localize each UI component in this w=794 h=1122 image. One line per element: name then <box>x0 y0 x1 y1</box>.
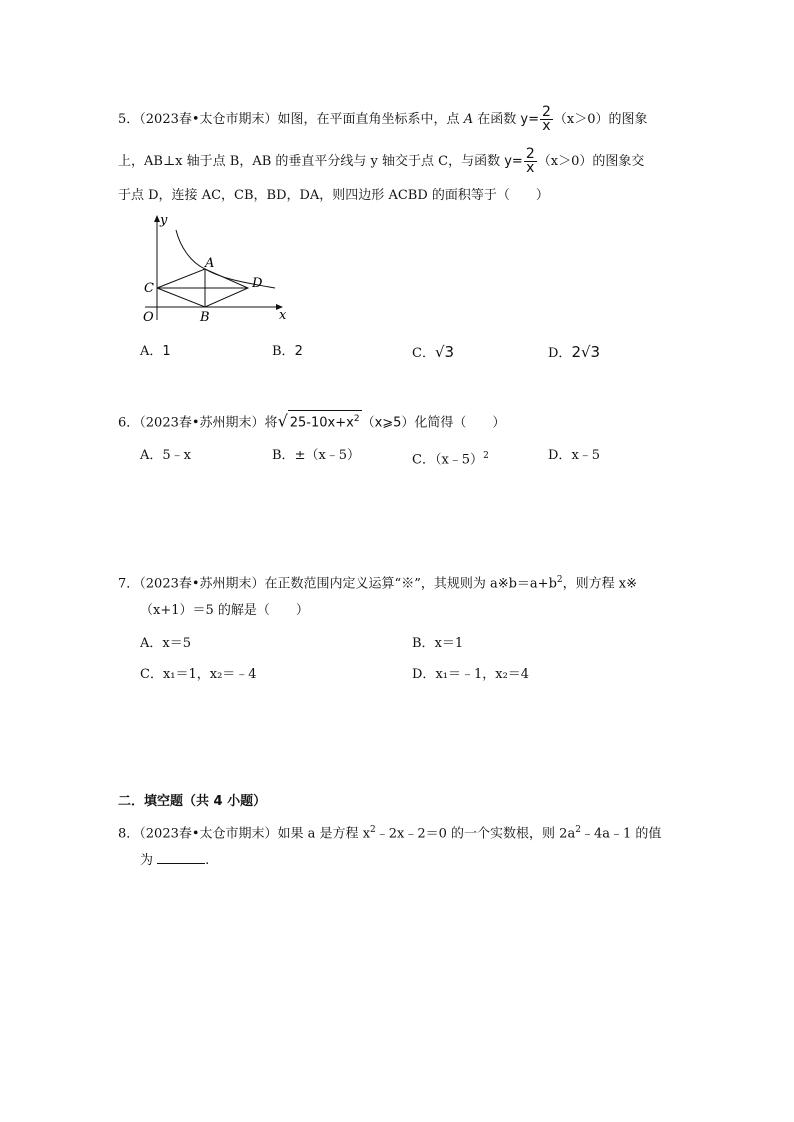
q8-text: ﹣2x﹣2＝0 的一个实数根，则 2a <box>375 826 576 842</box>
q7-option-c[interactable]: C．x₁＝1，x₂＝﹣4 <box>140 667 257 682</box>
q6-source: （2023春•苏州期末） <box>139 415 265 431</box>
q6-option-b[interactable]: B．±（x﹣5） <box>272 448 361 463</box>
q5-function-y: y= <box>504 154 523 169</box>
q5-condition: （x＞0） <box>537 154 593 169</box>
q5-point-a: A <box>463 112 474 127</box>
q5-text: 如图，在平面直角坐标系中，点 <box>277 112 460 127</box>
q7-line2: （x+1）＝5 的解是（ ） <box>140 603 309 618</box>
q8-number: 8． <box>118 826 140 842</box>
q5-source: （2023春•太仓市期末） <box>139 112 278 127</box>
q7-text: 在正数范围内定义运算“※”，其规则为 a※b＝a+b <box>264 576 557 592</box>
label-x: x <box>279 308 287 323</box>
q5-figure <box>140 212 300 327</box>
q5-text: 的图象交 <box>592 154 645 169</box>
label-b: B <box>200 310 210 325</box>
label-a: A <box>205 256 215 271</box>
radical-icon: √ <box>277 411 288 431</box>
section-title: 二．填空题（共 4 小题） <box>118 794 267 809</box>
q5-line2 <box>118 148 644 175</box>
q6-text: 化简得（ ） <box>414 415 506 431</box>
q5-condition: （x＞0） <box>553 112 609 127</box>
label-c: C <box>144 281 154 296</box>
q6-condition: （x⩾5） <box>361 415 415 431</box>
q5-option-d[interactable]: D．2√3 <box>548 343 601 361</box>
q5-line3: 于点 D，连接 AC，CB，BD，DA，则四边形 ACBD 的面积等于（ ） <box>118 188 549 203</box>
q5-text: 的图象 <box>608 112 648 127</box>
q5-fraction: $\frac{2}{x}$ <box>541 104 551 134</box>
label-o: O <box>143 310 154 325</box>
q6-option-a[interactable]: A．5﹣x <box>140 448 191 463</box>
q6-option-d[interactable]: D．x﹣5 <box>548 448 601 463</box>
q6-number: 6． <box>118 415 140 431</box>
q5-option-b[interactable]: B．2 <box>272 344 303 359</box>
q8-source: （2023春•太仓市期末） <box>139 826 278 842</box>
q5-option-a[interactable]: A．1 <box>140 344 171 359</box>
q8-answer-blank[interactable] <box>157 851 205 864</box>
label-d: D <box>252 276 263 291</box>
q5-text: 上，AB⊥x 轴于点 B，AB 的垂直平分线与 y 轴交于点 C，与函数 <box>118 154 501 169</box>
q7-option-d[interactable]: D．x₁＝﹣1，x₂＝4 <box>412 667 530 682</box>
q8-line1: 8．（2023春•太仓市期末）如果 a 是方程 $x^2﹣2x﹣2=0$ 的一个实数根，则 $2a^2﹣4a﹣1$ 的值 <box>118 825 662 842</box>
q7-line1: 7．（2023春•苏州期末）在正数范围内定义运算“※”，其规则为 $a※b=a+b^2$，则方程 x※ <box>118 575 637 592</box>
q7-option-b[interactable]: B．x＝1 <box>412 636 464 651</box>
q6-radicand: $25-10x+x^2$ <box>288 410 362 431</box>
q5-function-y: y= <box>520 112 539 127</box>
q5-fraction: $\frac{2}{x}$ <box>525 146 535 176</box>
q5-line1 <box>118 106 648 133</box>
q8-line2: 为 . <box>140 853 210 868</box>
q7-option-a[interactable]: A．x＝5 <box>140 636 191 651</box>
q6-line1 <box>118 410 505 433</box>
q5-number: 5． <box>118 112 140 127</box>
q5-text: 在函数 <box>477 112 517 127</box>
q7-number: 7． <box>118 576 140 592</box>
q5-option-c[interactable]: C．√3 <box>412 343 455 361</box>
q7-source: （2023春•苏州期末） <box>139 576 265 592</box>
q7-text: ，则方程 x※ <box>562 576 637 592</box>
q6-text: 将 <box>264 415 278 431</box>
q6-option-c[interactable]: C．（x﹣5）$^2$ <box>412 451 489 468</box>
q8-text: ﹣4a﹣1 的值 <box>580 826 662 842</box>
q8-text: 如果 a 是方程 x <box>277 826 371 842</box>
label-y: y <box>160 213 168 228</box>
